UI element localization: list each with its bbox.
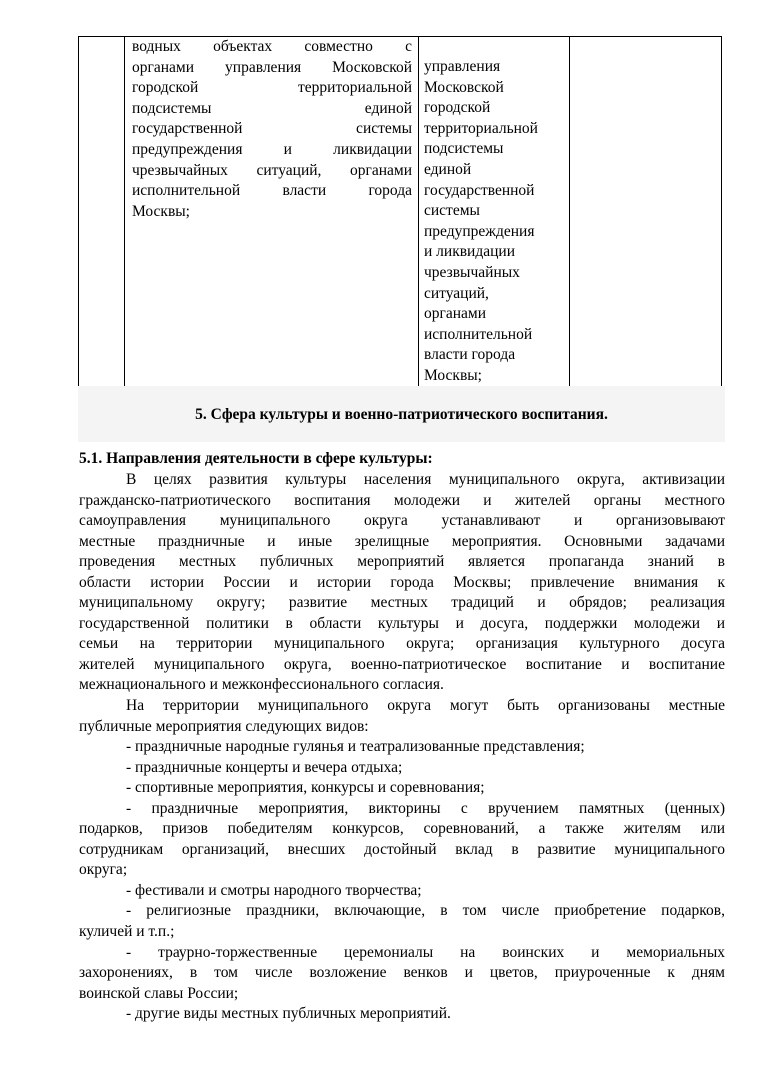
text-line: местные праздничные и иные зрелищные мероприятия. Основными задачами (79, 532, 725, 550)
table-cell-line: и ликвидации (424, 243, 515, 261)
table-cell-line: исполнительной (424, 325, 533, 343)
table-cell-line: Московской (424, 78, 504, 96)
text-line: - праздничные народные гулянья и театрализованные представления; (126, 738, 585, 756)
table-cell-notes (570, 37, 722, 388)
table-cell-line: чрезвычайных (424, 263, 520, 281)
continuation-table (78, 36, 722, 388)
text-line: жителей муниципального округа, военно-патриотическое воспитание и воспитание (79, 655, 725, 673)
table-row (79, 37, 722, 388)
paragraph (79, 943, 725, 1005)
text-line: - спортивные мероприятия, конкурсы и соревнования; (126, 779, 485, 797)
table-cell-line: подсистемы (424, 140, 504, 158)
text-line: В целях развития культуры населения муниципального округа, активизации (126, 471, 725, 488)
table-cell-line: органами управления Московской (132, 58, 412, 76)
table-cell-line: чрезвычайных ситуаций, органами (132, 161, 412, 179)
text-line: - религиозные праздники, включающие, в том числе приобретение подарков, (126, 902, 725, 920)
table-cell-line: ситуаций, (424, 284, 489, 302)
table-cell-line: исполнительной власти города (132, 182, 412, 200)
table-cell-line: городской (424, 99, 491, 117)
text-line: - другие виды местных публичных мероприятий. (126, 1005, 451, 1023)
table-cell-line: Москвы; (424, 366, 482, 384)
text-line: муниципальному округу; развитие местных традиций и обрядов; реализация (79, 594, 725, 612)
table-cell-number (79, 37, 125, 388)
paragraph (79, 737, 725, 758)
text-line: воинской славы России; (79, 984, 239, 1002)
paragraph (79, 696, 725, 737)
table-cell-line: предупреждения и ликвидации (132, 140, 412, 158)
text-line: проведения местных публичных мероприятий является пропаганда знаний в (79, 553, 725, 571)
paragraph (79, 799, 725, 881)
table-cell-responsible (419, 37, 570, 388)
table-cell-line: городской территориальной (132, 79, 412, 97)
text-line: гражданско-патриотического воспитания молодежи и жителей органы местного (79, 491, 725, 509)
text-line: публичные мероприятия следующих видов: (79, 717, 369, 735)
text-line: захоронениях, в том числе возложение венков и цветов, приуроченные к дням (79, 964, 725, 982)
text-line: куличей и т.п.; (79, 923, 175, 941)
text-line: семьи на территории муниципального округа; организация культурного досуга (79, 635, 725, 653)
table-cell-line: власти города (424, 346, 516, 364)
table-cell-line: подсистемы единой (132, 99, 412, 117)
text-line: самоуправления муниципального округа устанавливают и организовывают (79, 512, 725, 530)
text-line: - траурно-торжественные церемониалы на воинских и мемориальных (126, 943, 725, 961)
table-cell-line: управления (424, 58, 501, 75)
table-cell-line: государственной (424, 181, 535, 199)
table-cell-line: предупреждения (424, 222, 535, 240)
text-line: подарков, призов победителям конкурсов, соревнований, а также жителям или (79, 820, 725, 838)
paragraph (79, 778, 725, 799)
text-line: На территории муниципального округа могут быть организованы местные (126, 697, 725, 715)
table-cell-content (125, 37, 419, 388)
table-cell-line: территориальной (424, 119, 538, 137)
paragraph (79, 1004, 725, 1025)
table-cell-line: водных объектах совместно с (132, 38, 412, 55)
text-line: - фестивали и смотры народного творчества; (126, 881, 422, 899)
text-line: - праздничные мероприятия, викторины с вручением памятных (ценных) (126, 799, 725, 817)
table-cell-line: государственной системы (132, 120, 412, 138)
text-line: сотрудникам организаций, внесших достойный вклад в развитие муниципального (79, 840, 725, 858)
text-line: округа; (79, 861, 128, 879)
paragraph (79, 901, 725, 942)
table-cell-line: системы (424, 202, 480, 220)
paragraph (79, 881, 725, 902)
subsection-title: 5.1. Направления деятельности в сфере культуры: (79, 450, 433, 467)
paragraph (79, 758, 725, 779)
paragraph (79, 470, 725, 696)
text-line: государственной политики в области культуры и досуга, поддержки молодежи и (79, 614, 725, 632)
section-title: 5. Сфера культуры и военно-патриотического воспитания. (195, 406, 608, 423)
text-line: - праздничные концерты и вечера отдыха; (126, 758, 403, 776)
body-text (79, 470, 725, 1025)
table-cell-line: Москвы; (132, 202, 190, 220)
table-cell-line: единой (424, 160, 472, 178)
table-cell-responsible-text (419, 37, 569, 387)
text-line: области истории России и истории города Москвы; привлечение внимания к (79, 573, 725, 591)
text-line: межнационального и межконфессионального согласия. (79, 676, 444, 694)
table-cell-content-text (125, 37, 418, 222)
table-cell-line: органами (424, 305, 487, 323)
